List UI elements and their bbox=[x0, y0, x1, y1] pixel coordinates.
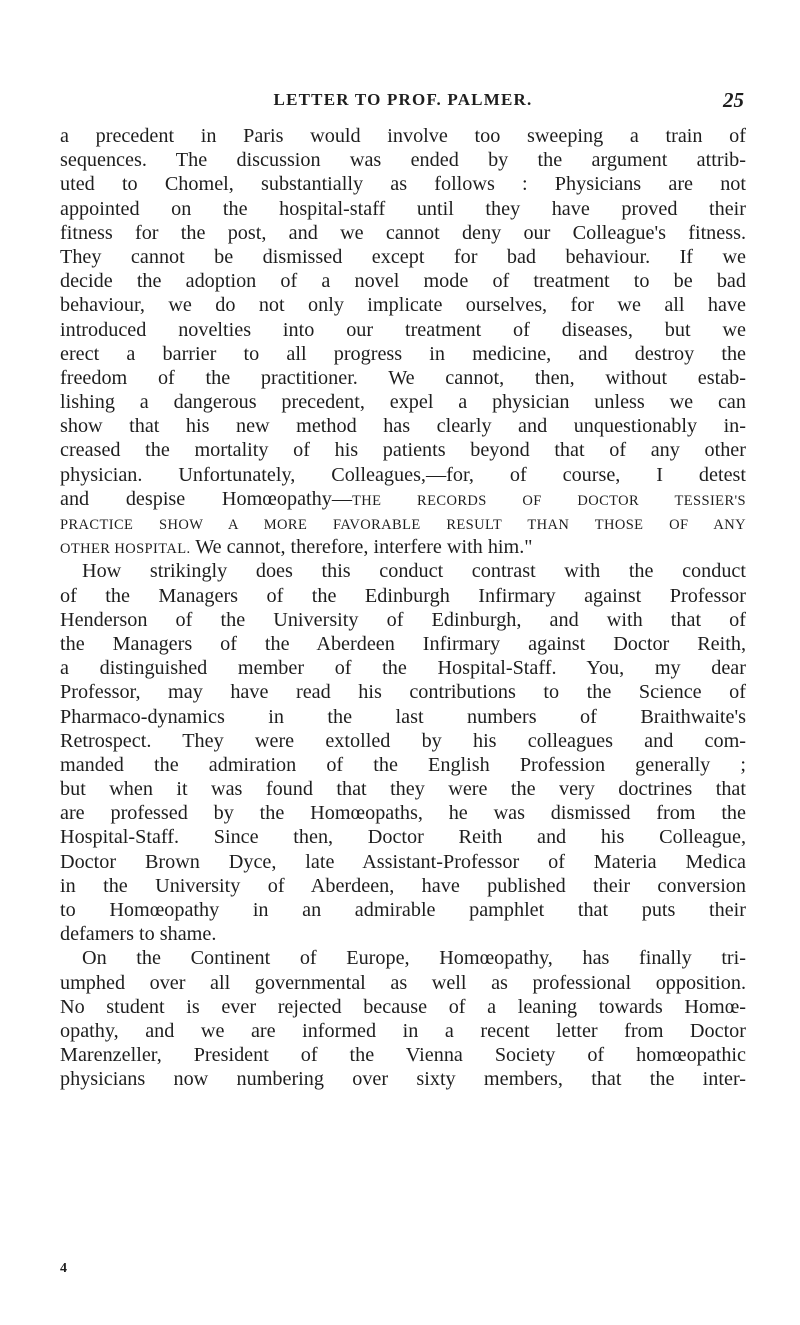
text-line: decide the adoption of a novel mode of treatment to be bad bbox=[60, 270, 746, 293]
text-line: Doctor Brown Dyce, late Assistant-Professor of Materia Medica bbox=[60, 850, 746, 873]
text-line: a precedent in Paris would involve too sweeping a train of bbox=[60, 125, 746, 147]
small-caps-phrase: THE RECORDS OF DOCTOR TESSIER'S bbox=[352, 492, 746, 509]
text-line: How strikingly does this conduct contrast with the conduct bbox=[82, 560, 746, 583]
text-line: sequences. The discussion was ended by the argument attrib- bbox=[60, 149, 746, 172]
text-line: On the Continent of Europe, Homœopathy, has finally tri- bbox=[82, 947, 746, 970]
text-line: manded the admiration of the English Profession generally ; bbox=[60, 753, 746, 776]
text-line: a distinguished member of the Hospital-Staff. You, my dear bbox=[60, 657, 746, 680]
text-line: opathy, and we are informed in a recent letter from Doctor bbox=[60, 1019, 746, 1042]
text-line: They cannot be dismissed except for bad behaviour. If we bbox=[60, 245, 746, 268]
text-line: of the Managers of the Edinburgh Infirmary against Professor bbox=[60, 584, 746, 607]
text-line: but when it was found that they were the very doctrines that bbox=[60, 778, 746, 801]
text-line: creased the mortality of his patients beyond that of any other bbox=[60, 439, 746, 462]
running-head bbox=[60, 90, 746, 116]
text-line: the Managers of the Aberdeen Infirmary against Doctor Reith, bbox=[60, 632, 746, 655]
text-line bbox=[60, 535, 746, 559]
text-line: appointed on the hospital-staff until they have proved their bbox=[60, 197, 746, 220]
text-line: are professed by the Homœopaths, he was dismissed from the bbox=[60, 802, 746, 825]
running-title: LETTER TO PROF. PALMER. bbox=[273, 90, 533, 109]
text-line: Pharmaco-dynamics in the last numbers of Braithwaite's bbox=[60, 705, 746, 728]
text-line: show that his new method has clearly and unquestionably in- bbox=[60, 415, 746, 438]
text-line: Marenzeller, President of the Vienna Society of homœopathic bbox=[60, 1044, 746, 1067]
text-line: Henderson of the University of Edinburgh, and with that of bbox=[60, 608, 746, 631]
text-line bbox=[60, 487, 746, 511]
book-page bbox=[60, 0, 746, 1325]
text-line: in the University of Aberdeen, have published their conversion bbox=[60, 874, 746, 897]
small-caps-phrase: PRACTICE SHOW A MORE FAVORABLE RESULT THAN THOSE OF ANY bbox=[60, 517, 746, 533]
body-text bbox=[60, 124, 746, 1092]
text-span: We cannot, therefore, interfere with him." bbox=[190, 536, 533, 559]
text-line: uted to Chomel, substantially as follows : Physicians are not bbox=[60, 173, 746, 196]
text-line: fitness for the post, and we cannot deny our Colleague's fitness. bbox=[60, 221, 746, 244]
text-line: introduced novelties into our treatment of diseases, but we bbox=[60, 318, 746, 341]
text-line: behaviour, we do not only implicate ourselves, for we all have bbox=[60, 294, 746, 317]
small-caps-phrase: OTHER HOSPITAL. bbox=[60, 541, 191, 558]
text-line: umphed over all governmental as well as professional opposition. bbox=[60, 971, 746, 994]
text-line: Hospital-Staff. Since then, Doctor Reith and his Colleague, bbox=[60, 826, 746, 849]
signature-mark: 4 bbox=[60, 1261, 67, 1276]
text-line: Professor, may have read his contributions to the Science of bbox=[60, 681, 746, 704]
text-line: erect a barrier to all progress in medicine, and destroy the bbox=[60, 342, 746, 365]
page-number: 25 bbox=[723, 88, 744, 112]
text-line bbox=[60, 511, 746, 535]
text-line: physician. Unfortunately, Colleagues,—for, of course, I detest bbox=[60, 463, 746, 486]
text-line: to Homœopathy in an admirable pamphlet that puts their bbox=[60, 899, 746, 921]
text-line: lishing a dangerous precedent, expel a physician unless we can bbox=[60, 391, 746, 414]
text-line: No student is ever rejected because of a leaning towards Homœ- bbox=[60, 995, 746, 1018]
text-line: Retrospect. They were extolled by his colleagues and com- bbox=[60, 729, 746, 752]
text-line: freedom of the practitioner. We cannot, then, without estab- bbox=[60, 366, 746, 389]
text-span: and despise Homœopathy— bbox=[60, 487, 353, 510]
text-line: physicians now numbering over sixty members, that the inter- bbox=[60, 1068, 746, 1091]
text-line: defamers to shame. bbox=[60, 923, 217, 946]
